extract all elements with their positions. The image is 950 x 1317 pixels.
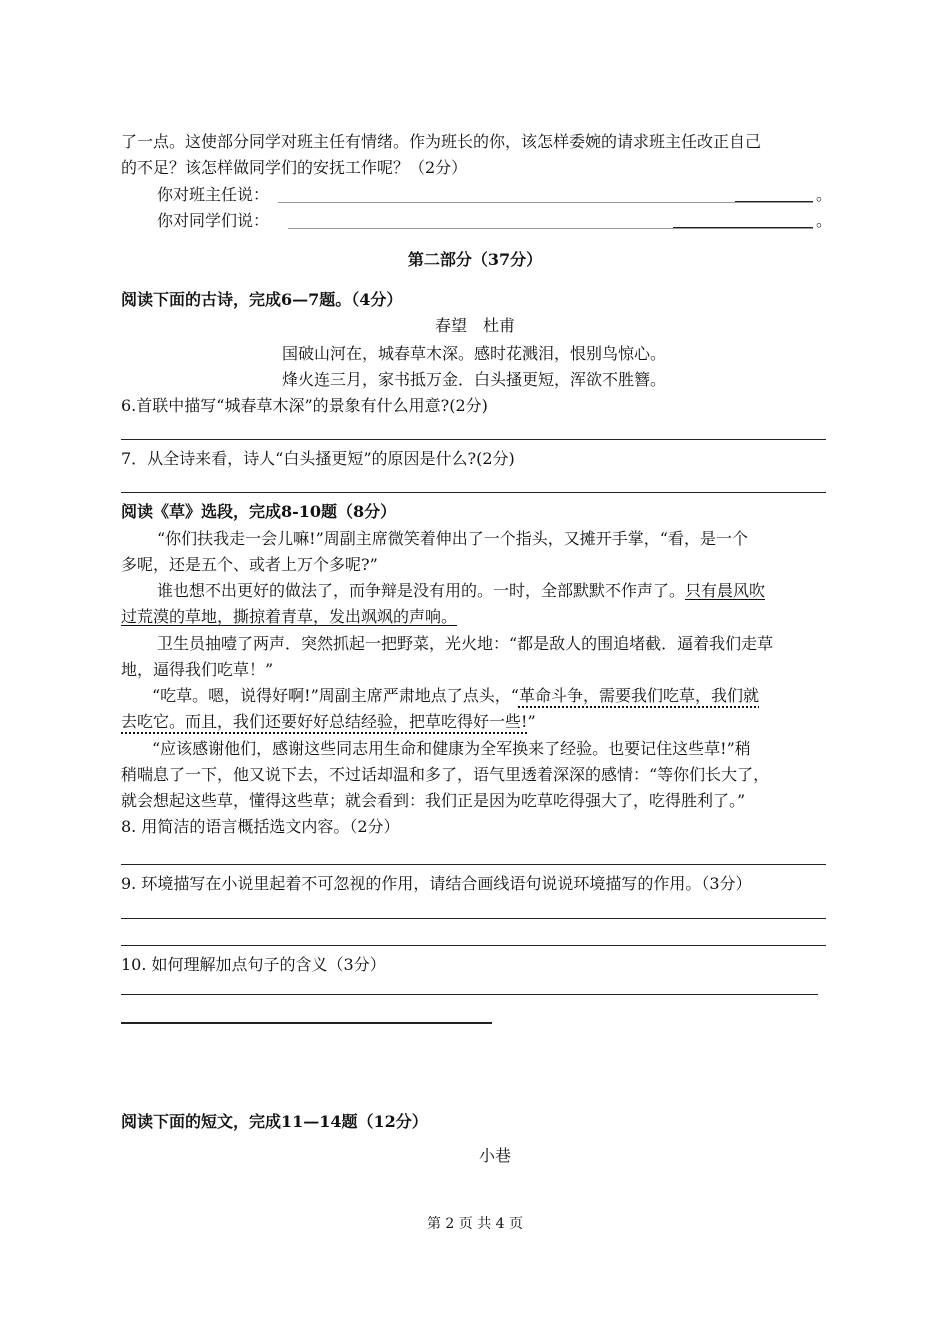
question-6: 6.首联中描写“城春草木深”的景象有什么用意?(2分) [121,396,488,415]
grass-p4-line-2 [121,711,536,733]
students-prompt: 你对同学们说： [157,211,270,230]
question-8: 8. 用简洁的语言概括选文内容。（2分） [121,817,400,836]
teacher-answer-line-end [735,201,813,202]
underlined-sentence-end: 过荒漠的草地，撕掠着青草，发出飒飒的声响。 [121,607,458,626]
q6-answer-line[interactable] [121,439,826,440]
q9-answer-line-2[interactable] [121,945,826,946]
teacher-answer-line[interactable] [278,202,813,203]
page-number: 第 2 页 共 4 页 [426,1216,524,1232]
students-answer-line[interactable] [288,228,813,229]
students-end-mark: 。 [816,211,833,230]
q10-answer-line-1[interactable] [121,994,818,995]
poem-line-1: 国破山河在，城春草木深。感时花溅泪，恨别鸟惊心。 [282,344,667,363]
grass-p1-line-2: 多呢，还是五个、或者上万个多呢?” [121,555,378,574]
q10-answer-line-2[interactable] [121,1022,492,1024]
essay-title: 小巷 [478,1146,511,1165]
grass-p4-plain: “吃草。嗯，说得好啊!”周副主席严肃地点了点头，“ [152,686,519,705]
grass-p5-line-2: 稍喘息了一下，他又说下去，不过话却温和多了，语气里透着深深的感情：“等你们长大了， [121,765,770,784]
grass-p2-plain: 谁也想不出更好的做法了，而争辩是没有用的。一时，全部默默不作声了。 [157,581,686,600]
poem-section-heading: 阅读下面的古诗，完成6—7题。（4分） [121,290,403,309]
question-10: 10. 如何理解加点句子的含义（3分） [121,955,386,974]
part-two-title: 第二部分（37分） [407,250,543,269]
essay-section-heading: 阅读下面的短文，完成11—14题（12分） [121,1112,428,1131]
grass-p5-line-1: “应该感谢他们，感谢这些同志用生命和健康为全军换来了经验。也要记住这些草!”稍 [152,739,751,758]
grass-p5-line-3: 就会想起这些草，懂得这些草；就会看到：我们正是因为吃草吃得强大了，吃得胜利了。” [121,791,746,810]
grass-p3-line-1: 卫生员抽噎了两声．突然抓起一把野菜，光火地：“都是敌人的围追堵截．逼着我们走草 [157,634,774,653]
grass-p2-line-1 [157,580,765,602]
grass-section-heading: 阅读《草》选段，完成8-10题（8分） [121,502,397,521]
teacher-end-mark: 。 [816,185,833,204]
q9-answer-line-1[interactable] [121,918,826,919]
grass-p1-line-1: “你们扶我走一会儿嘛!”周副主席微笑着伸出了一个指头，又摊开手掌，“看，是一个 [157,529,748,548]
q7-answer-line[interactable] [121,492,826,493]
poem-title: 春望 杜甫 [434,316,515,335]
grass-p4-line-1 [152,685,759,707]
question-9: 9. 环境描写在小说里起着不可忽视的作用，请结合画线语句说说环境描写的作用。（3分） [121,874,752,893]
students-answer-line-end [673,227,813,228]
q8-answer-line[interactable] [121,864,826,865]
teacher-prompt: 你对班主任说： [157,185,270,204]
q5-line-2: 的不足？该怎样做同学们的安抚工作呢？（2分） [121,158,468,177]
dotted-sentence-end: 去吃它。而且，我们还要好好总结经验，把草吃得好一些! [121,712,528,731]
underlined-sentence-start: 只有晨风吹 [685,581,766,600]
grass-p3-line-2: 地，逼得我们吃草！” [121,660,274,679]
grass-p4-close-quote: ” [527,712,536,731]
q5-line-1: 了一点。这使部分同学对班主任有情绪。作为班长的你，该怎样委婉的请求班主任改正自己 [121,132,762,151]
dotted-sentence-start: 革命斗争，需要我们吃草，我们就 [518,686,759,705]
question-7: 7．从全诗来看，诗人“白头搔更短”的原因是什么?(2分) [121,449,515,468]
poem-line-2: 烽火连三月，家书抵万金．白头搔更短，浑欲不胜簪。 [282,370,667,389]
